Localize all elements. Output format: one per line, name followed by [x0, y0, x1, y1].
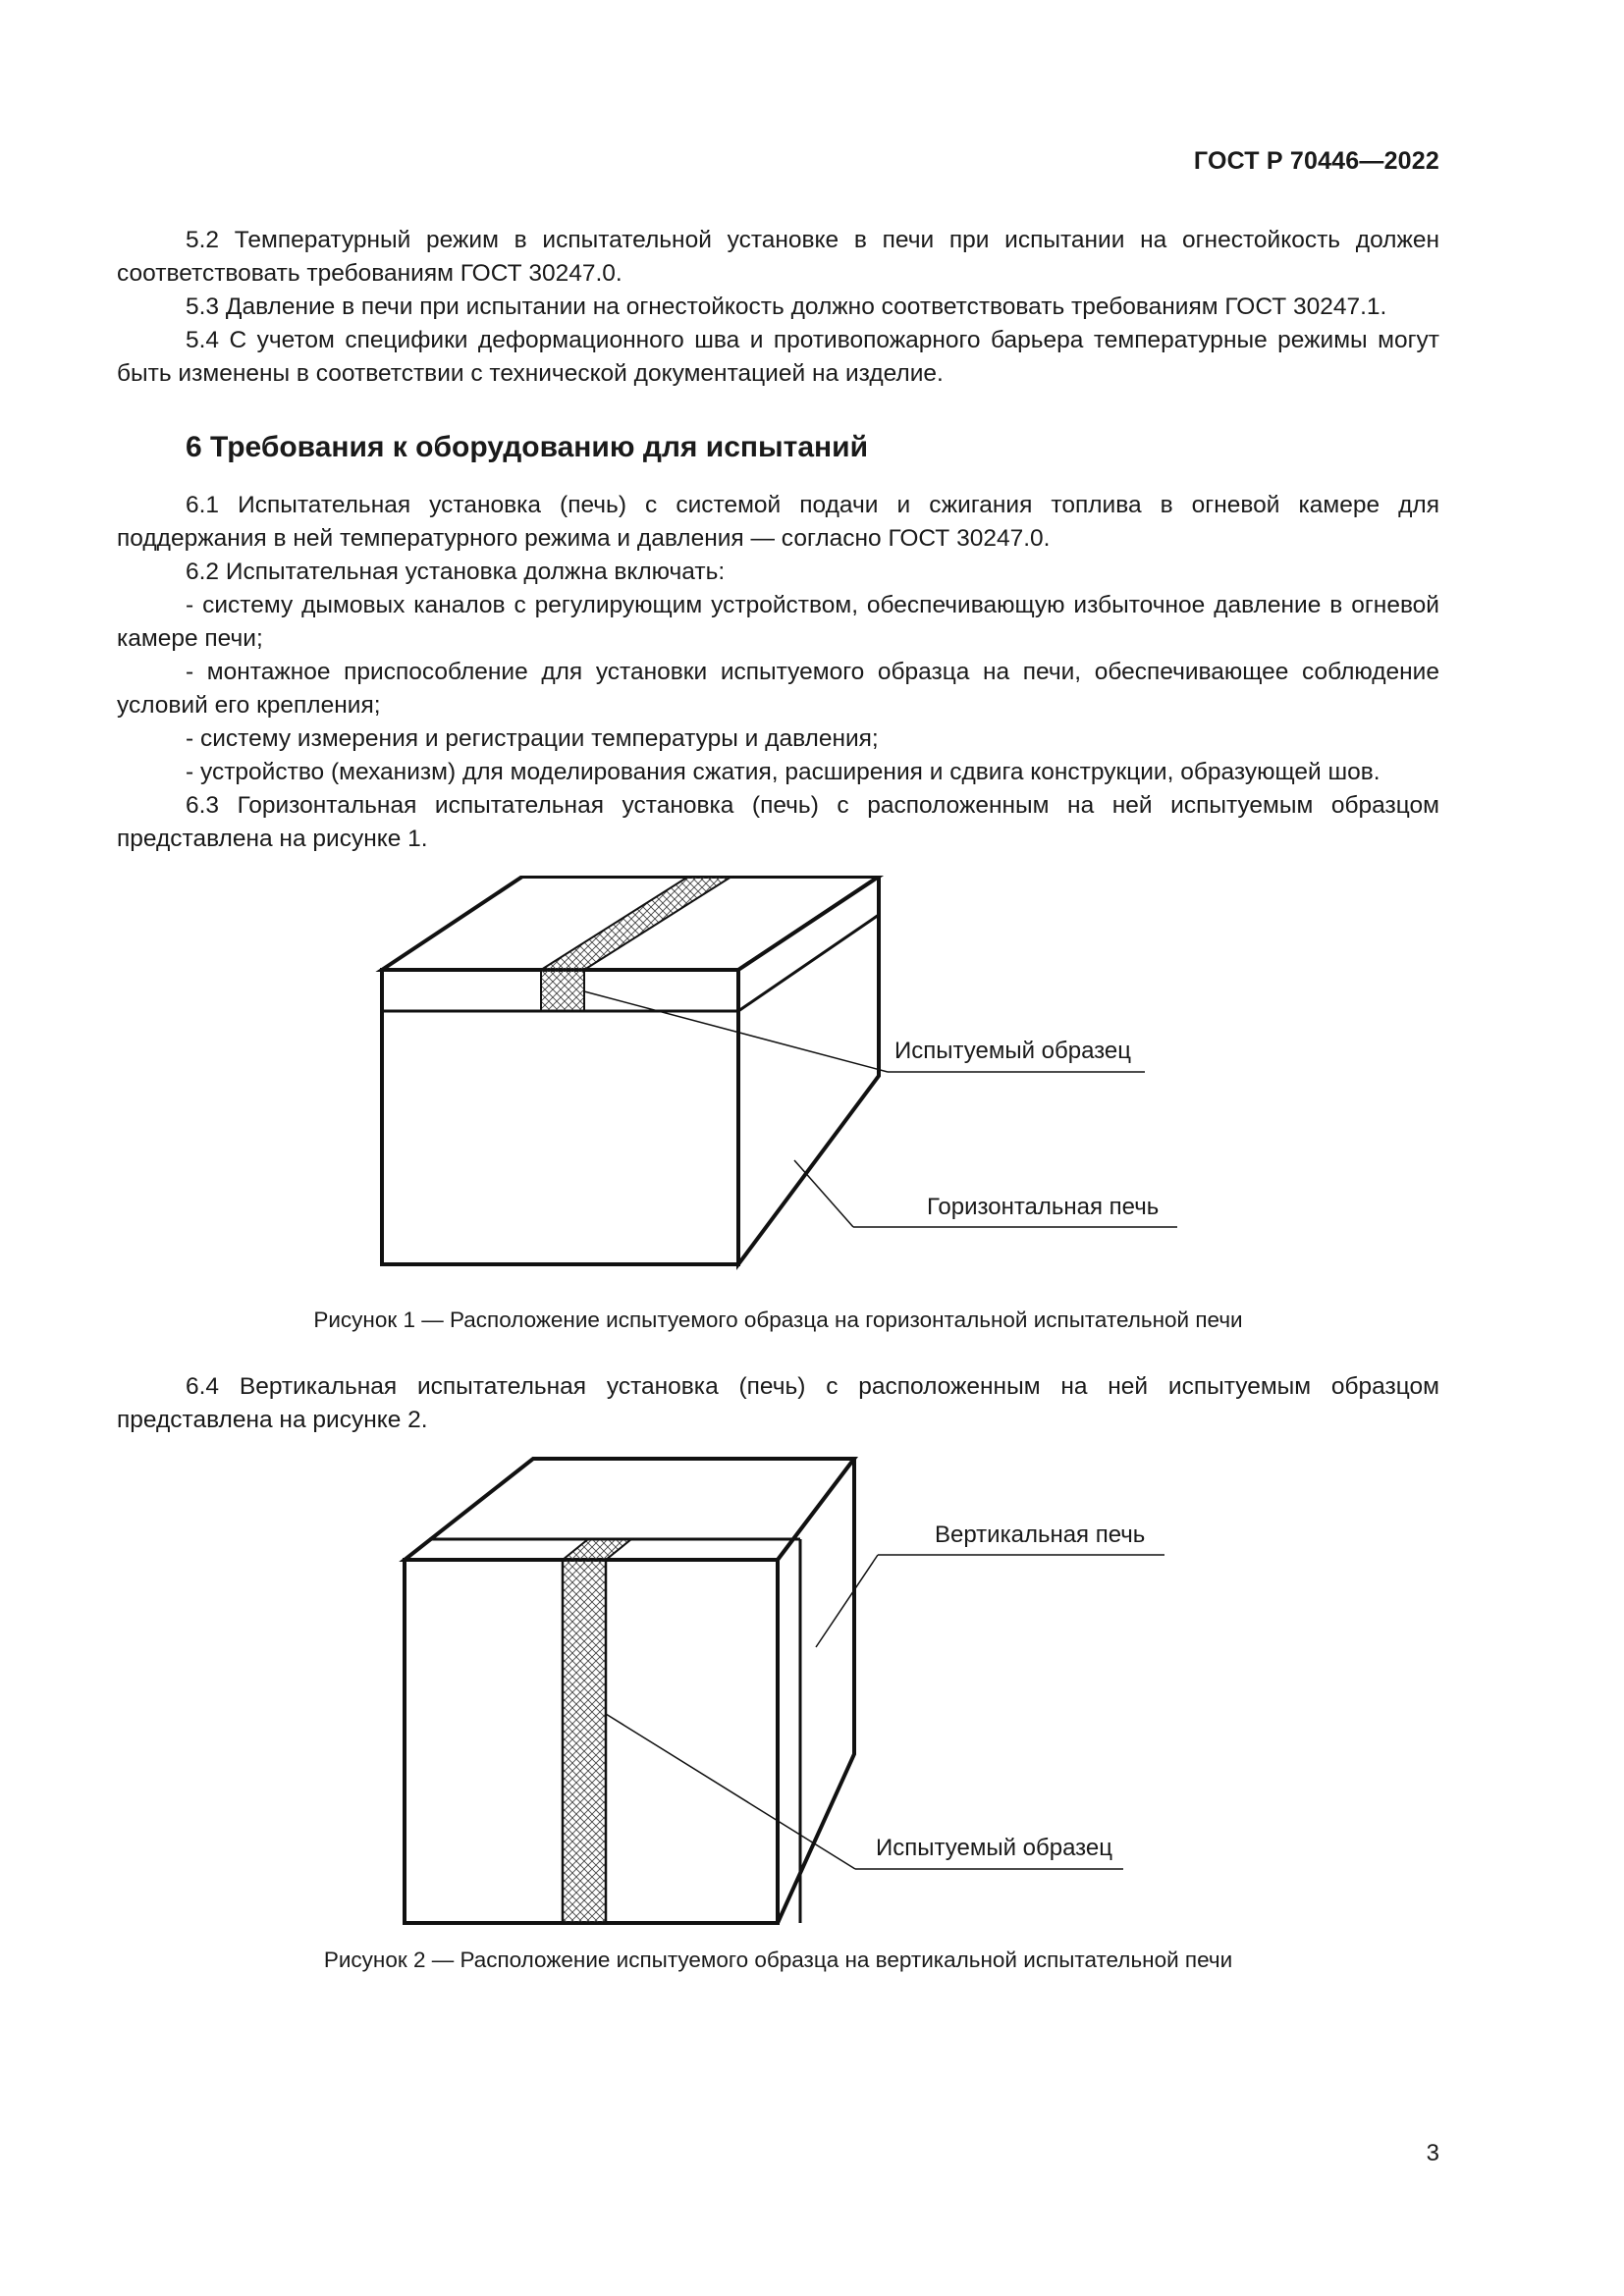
figure-1-drawing — [117, 876, 1439, 1298]
paragraph-6-4: 6.4 Вертикальная испытательная установка (печь) с расположенным на ней испытуемым образцом представлена на рисунке 2. — [117, 1373, 1439, 1433]
page-number: 3 — [1426, 2140, 1439, 2166]
figure-2-drawing — [117, 1457, 1439, 1938]
page-content — [117, 224, 1439, 1975]
figure-2-caption: Рисунок 2 — Расположение испытуемого образца на вертикальной испытательной печи — [323, 1948, 1233, 1972]
figure-2-label-furnace: Вертикальная печь — [935, 1522, 1146, 1548]
document-code: ГОСТ Р 70446—2022 — [1193, 147, 1439, 175]
list-item: - устройство (механизм) для моделирования сжатия, расширения и сдвига конструкции, образующей шов. — [186, 759, 1380, 785]
paragraph-5-2: 5.2 Температурный режим в испытательной установке в печи при испытании на огнестойкость должен соответствовать требованиям ГОСТ 30247.0. — [117, 227, 1439, 287]
paragraph-6-2: 6.2 Испытательная установка должна включать: — [186, 559, 726, 585]
sample-front-strip — [541, 970, 584, 1011]
figure-1-label-sample: Испытуемый образец — [894, 1038, 1132, 1064]
paragraph-5-3: 5.3 Давление в печи при испытании на огнестойкость должно соответствовать требованиям ГОСТ 30247.1. — [186, 294, 1387, 320]
paragraph-6-1: 6.1 Испытательная установка (печь) с системой подачи и сжигания топлива в огневой камере для поддержания в ней температурного режима и давления — согласно ГОСТ 30247.0. — [117, 492, 1439, 552]
figure-2 — [117, 1457, 1439, 1938]
paragraph-6-3: 6.3 Горизонтальная испытательная установка (печь) с расположенным на ней испытуемым образцом представлена на рисунке 1. — [117, 792, 1439, 852]
list-item: - монтажное приспособление для установки испытуемого образца на печи, обеспечивающее соблюдение условий его крепления; — [117, 659, 1439, 719]
furnace-front-face — [382, 970, 738, 1264]
section-6-title: 6 Требования к оборудованию для испытаний — [186, 431, 869, 463]
sample-front-strip — [563, 1560, 606, 1923]
figure-1-caption: Рисунок 1 — Расположение испытуемого образца на горизонтальной испытательной печи — [313, 1308, 1243, 1332]
figure-2-label-sample: Испытуемый образец — [876, 1835, 1113, 1861]
list-item: - систему дымовых каналов с регулирующим устройством, обеспечивающую избыточное давление в огневой камере печи; — [117, 592, 1439, 652]
figure-1-label-furnace: Горизонтальная печь — [927, 1194, 1160, 1220]
figure-1 — [117, 876, 1439, 1298]
list-item: - систему измерения и регистрации температуры и давления; — [186, 725, 879, 752]
paragraph-5-4: 5.4 С учетом специфики деформационного шва и противопожарного барьера температурные режимы могут быть изменены в соответствии с технической документацией на изделие. — [117, 327, 1439, 387]
